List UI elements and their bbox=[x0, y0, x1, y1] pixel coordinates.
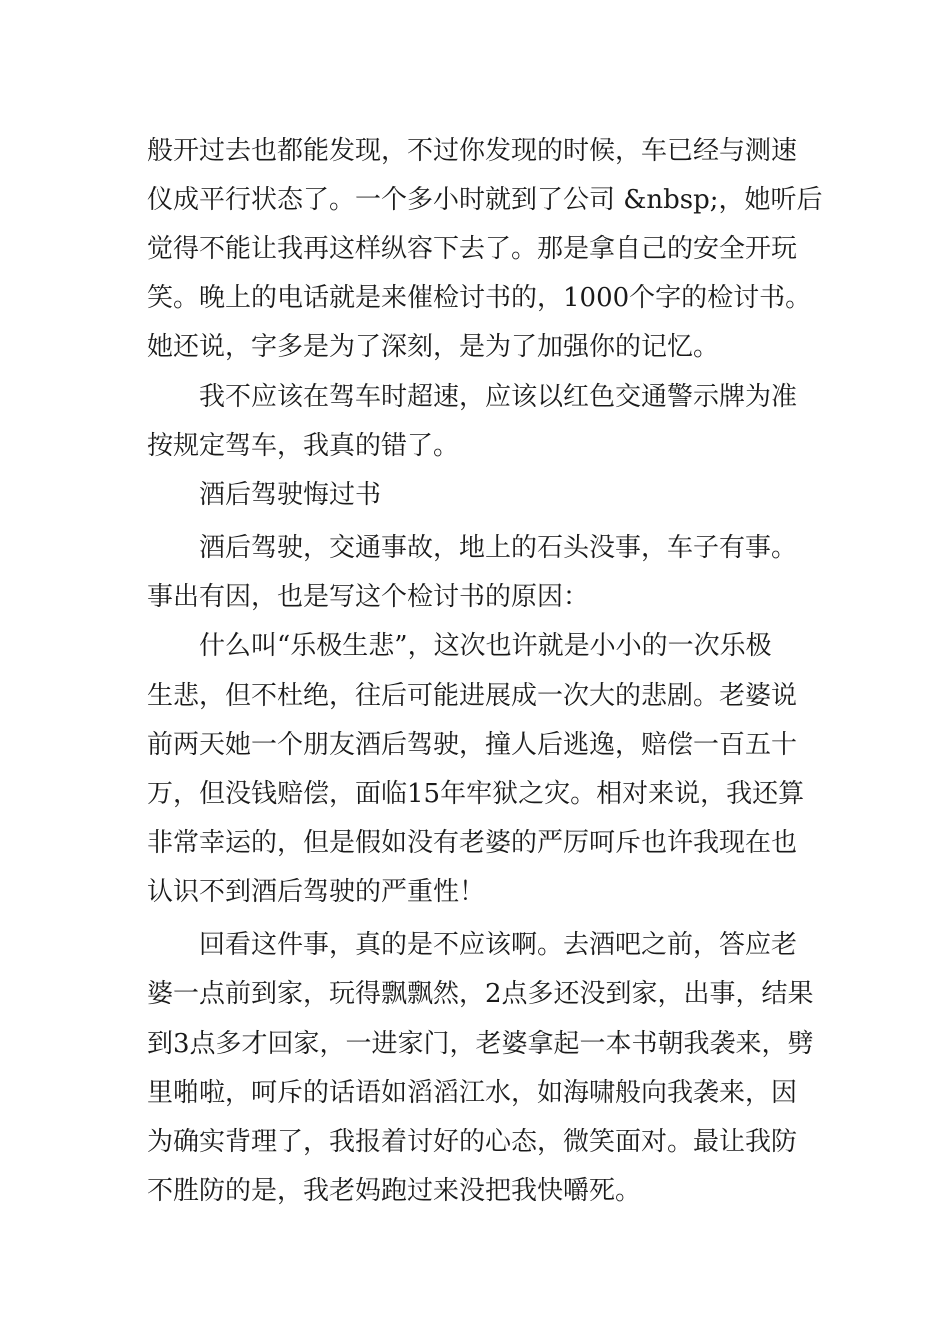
paragraph-4-line-6: 认识不到酒后驾驶的严重性！ bbox=[147, 877, 486, 907]
paragraph-5-line-4: 里啪啦，呵斥的话语如滔滔江水，如海啸般向我袭来，因 bbox=[147, 1078, 798, 1108]
paragraph-3-line-2: 事出有因，也是写这个检讨书的原因： bbox=[147, 582, 590, 612]
paragraph-5-line-5: 为确实背理了，我报着讨好的心态，微笑面对。最让我防 bbox=[147, 1127, 798, 1157]
paragraph-1-line-1: 般开过去也都能发现，不过你发现的时候，车已经与测速 bbox=[147, 136, 798, 166]
paragraph-1-line-2: 仪成平行状态了。一个多小时就到了公司 &nbsp;，她听后 bbox=[147, 185, 823, 215]
paragraph-1-line-4: 笑。晚上的电话就是来催检讨书的，1000个字的检讨书。 bbox=[147, 283, 812, 313]
paragraph-4-line-1: 什么叫“乐极生悲”，这次也许就是小小的一次乐极 bbox=[199, 631, 772, 661]
paragraph-2-line-1: 我不应该在驾车时超速，应该以红色交通警示牌为准 bbox=[199, 382, 798, 412]
paragraph-1-line-5: 她还说，字多是为了深刻，是为了加强你的记忆。 bbox=[147, 332, 720, 362]
paragraph-4-line-4: 万，但没钱赔偿，面临15年牢狱之灾。相对来说，我还算 bbox=[147, 779, 805, 809]
paragraph-3-line-1: 酒后驾驶，交通事故，地上的石头没事，车子有事。 bbox=[199, 533, 798, 563]
paragraph-5-line-6: 不胜防的是，我老妈跑过来没把我快嚼死。 bbox=[147, 1176, 642, 1206]
paragraph-5-line-2: 婆一点前到家，玩得飘飘然，2点多还没到家，出事，结果 bbox=[147, 979, 814, 1009]
paragraph-2-line-2: 按规定驾车，我真的错了。 bbox=[147, 431, 460, 461]
paragraph-5-line-1: 回看这件事，真的是不应该啊。去酒吧之前，答应老 bbox=[199, 930, 798, 960]
paragraph-4-line-5: 非常幸运的，但是假如没有老婆的严厉呵斥也许我现在也 bbox=[147, 828, 798, 858]
paragraph-5-line-3: 到3点多才回家，一进家门，老婆拿起一本书朝我袭来，劈 bbox=[147, 1029, 814, 1059]
section-heading: 酒后驾驶悔过书 bbox=[199, 480, 382, 510]
paragraph-4-line-2: 生悲，但不杜绝，往后可能进展成一次大的悲剧。老婆说 bbox=[147, 681, 798, 711]
paragraph-4-line-3: 前两天她一个朋友酒后驾驶，撞人后逃逸，赔偿一百五十 bbox=[147, 730, 798, 760]
paragraph-1-line-3: 觉得不能让我再这样纵容下去了。那是拿自己的安全开玩 bbox=[147, 234, 798, 264]
